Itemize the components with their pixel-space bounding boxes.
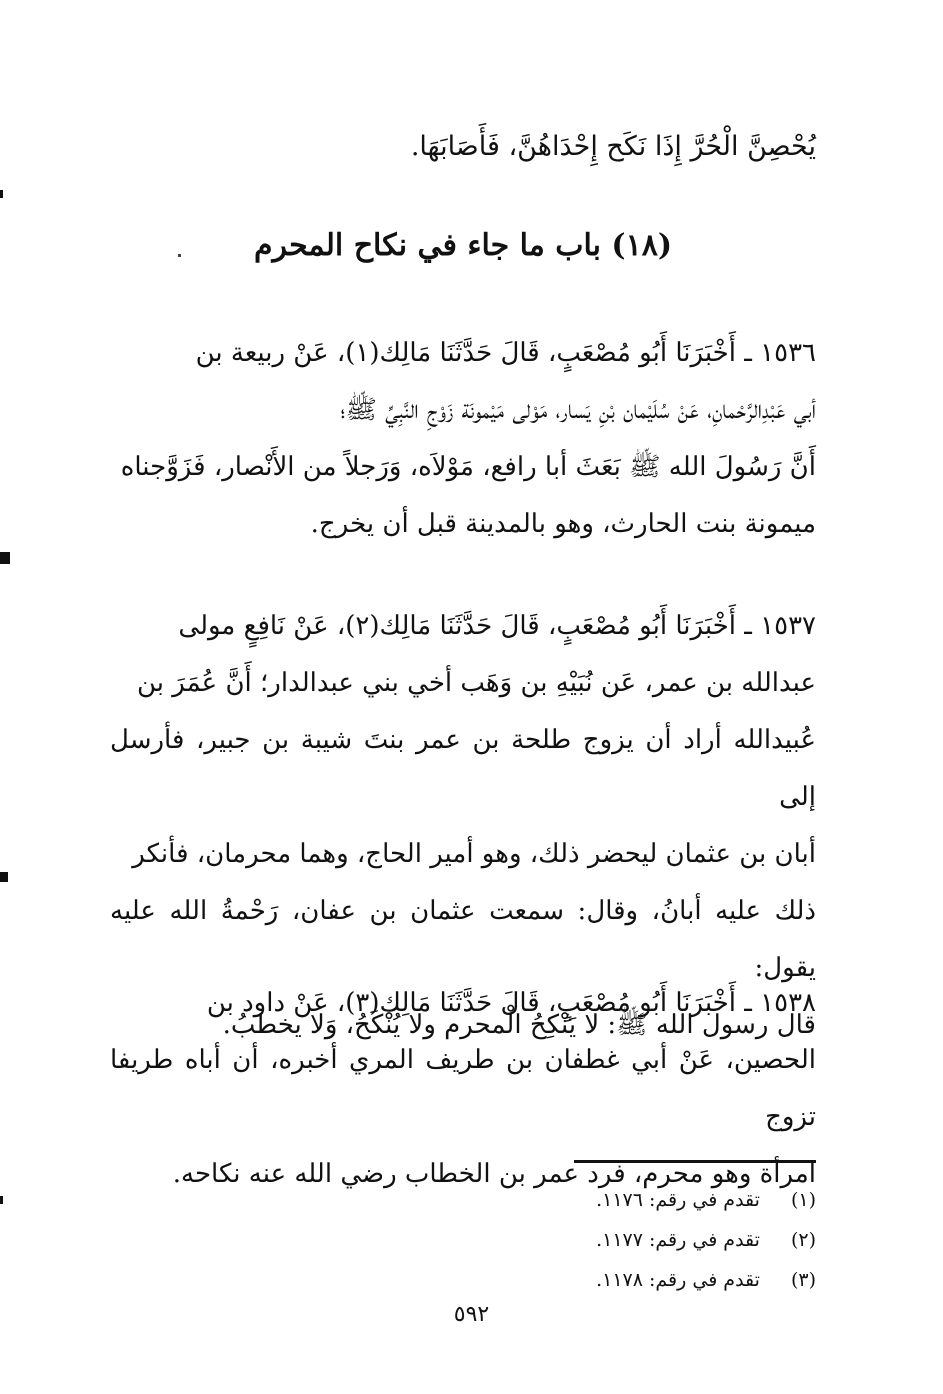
text-line: ١٥٣٧ ـ أَخْبَرَنَا أَبُو مُصْعَبٍ، قَالَ حَدَّثَنَا مَالِك(٢)، عَنْ نَافِعٍ مولى: [178, 611, 816, 641]
footnote-number: (٣): [790, 1269, 816, 1291]
footnotes: [400, 1180, 816, 1300]
scan-edge-mark: [0, 872, 8, 882]
text-line: ١٥٣٦ ـ أَخْبَرَنَا أَبُو مُصْعَبٍ، قَالَ حَدَّثَنَا مَالِك(١)، عَنْ ربيعة بن: [195, 338, 816, 368]
footnote-number: (٢): [790, 1229, 816, 1251]
scan-edge-mark: [0, 190, 3, 198]
text-line: ذلك عليه أبانُ، وقال: سمعت عثمان بن عفان، رَحْمةُ الله عليه يقول:: [110, 896, 816, 983]
text-line: أَنَّ رَسُولَ الله ﷺ بَعَثَ أبا رافع، مَوْلاَه، وَرَجلاً من الأَنْصار، فَزَوَّجناه: [120, 452, 816, 482]
footnote-text: تقدم في رقم: ١١٧٨.: [596, 1269, 760, 1291]
footnote: [400, 1260, 816, 1300]
footnote-separator: [574, 1160, 816, 1163]
footnote-text: تقدم في رقم: ١١٧٦.: [596, 1189, 760, 1211]
scan-edge-mark: [0, 552, 10, 564]
footnote: [400, 1180, 816, 1220]
page-number: ٥٩٢: [453, 1302, 490, 1327]
text-line: الحصين، عَنْ أبي غطفان بن طريف المري أخبره، أن أباه طريفا تزوج: [110, 1045, 816, 1132]
text-line: قال رسول الله ﷺ: لا يَنْكِحُ الْمحرم ولا يُنْكَحُ، وَلا يخطبُ.: [222, 1010, 816, 1040]
text-line: أبي عَبْدِالرَّحْمانِ، عَنْ سُلَيْمان بْنِ يَسار، مَوْلى مَيْمونَة زَوْجِ النَّبِيِّ ﷺ؛: [340, 395, 816, 425]
footnote: [400, 1220, 816, 1260]
text-line: ميمونة بنت الحارث، وهو بالمدينة قبل أن يخرج.: [310, 509, 816, 539]
scan-edge-mark: [0, 1196, 3, 1204]
text-line: أبان بن عثمان ليحضر ذلك، وهو أمير الحاج، وهما محرمان، فأنكر: [132, 839, 816, 869]
footnote-text: تقدم في رقم: ١١٧٧.: [596, 1229, 760, 1251]
footnote-number: (١): [790, 1189, 816, 1211]
opening-line: يُحْصِنَّ الْحُرَّ إِذَا نَكَح إِحْدَاهُنَّ، فَأَصَابَهَا.: [410, 131, 816, 162]
hadith-1538: [110, 975, 816, 1203]
hadith-1536: [110, 325, 816, 553]
text-line: امرأة وهو محرم، فرد عمر بن الخطاب رضي الله عنه نكاحه.: [172, 1159, 816, 1189]
text-line: عبدالله بن عمر، عَن نُبَيْهِ بن وَهَب أخي بني عبدالدار؛ أَنَّ عُمَرَ بن: [137, 668, 816, 698]
text-line: ١٥٣٨ ـ أَخْبَرَنَا أَبُو مُصْعَبٍ، قَالَ حَدَّثَنَا مَالِك(٣)، عَنْ داود بن: [206, 988, 816, 1018]
chapter-heading: (١٨) باب ما جاء في نكاح المحرم: [253, 228, 673, 263]
text-line: عُبيدالله أراد أن يزوج طلحة بن عمر بنتَ شيبة بن جبير، فأرسل إلى: [110, 725, 816, 812]
